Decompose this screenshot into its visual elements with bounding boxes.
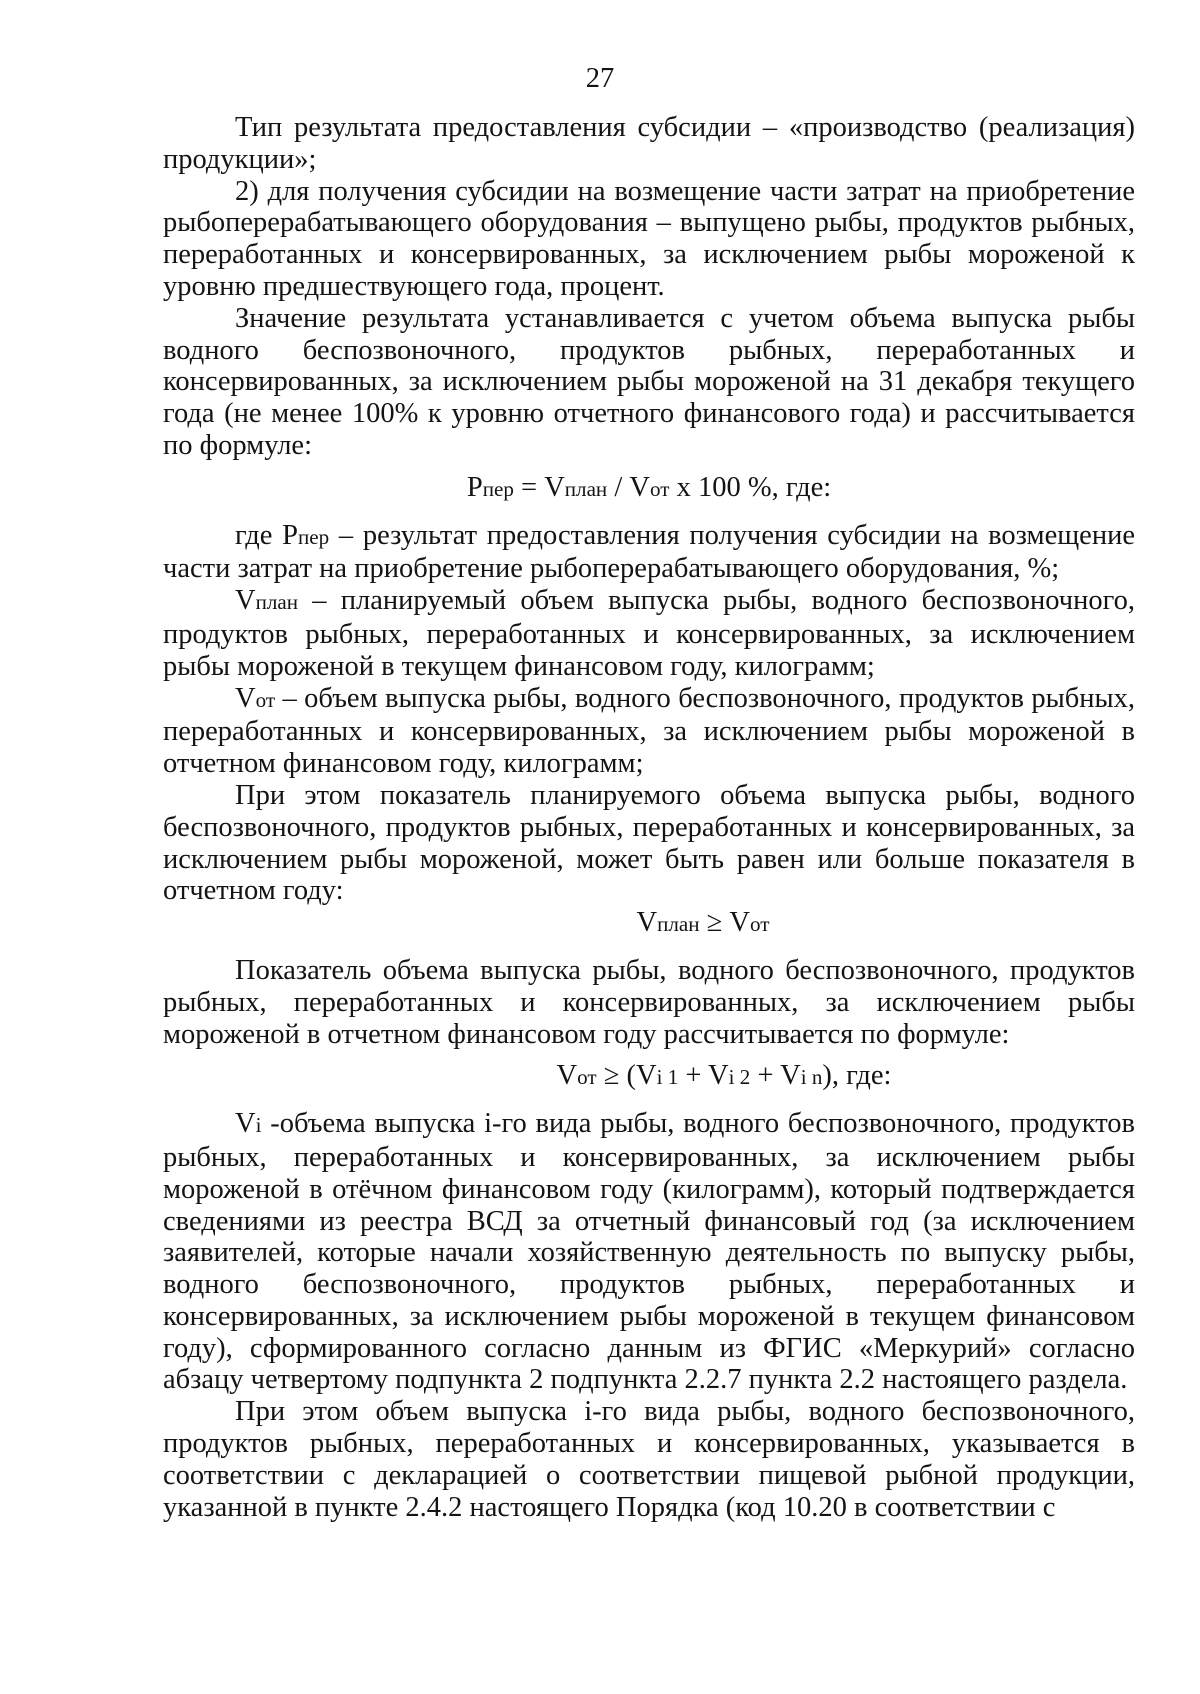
paragraph-volume-indicator: Показатель объема выпуска рыбы, водного беспозвоночного, продуктов рыбных, переработанных и консервированных, за исключением рыбы мороженой в отчетном финансовом году рассчитывается по формуле: — [163, 954, 1135, 1050]
formula-plan-ge-ot: Vплан ≥ Vот — [636, 907, 770, 939]
definition-v-ot: Vот – объем выпуска рыбы, водного беспозвоночного, продуктов рыбных, переработанных и консервированных, за исключением рыбы мороженой в отчетном финансовом году, килограмм; — [163, 682, 1135, 780]
paragraph-subsidy-equipment: 2) для получения субсидии на возмещение части затрат на приобретение рыбоперерабатывающего оборудования – выпущено рыбы, продуктов рыбных, переработанных и консервированных, за исключением рыбы мороженой к уровню предшествующего года, процент. — [163, 175, 1135, 302]
definition-v-i: Vi -объема выпуска i-го вида рыбы, водного беспозвоночного, продуктов рыбных, переработанных и консервированных, за исключением рыбы мороженой в отёчном финансовом году (килограмм), который подтверждается сведениями из реестра ВСД за отчетный финансовый год (за исключением заявителей, которые начали хозяйственную деятельность по выпуску рыбы, водного беспозвоночного, продуктов рыбных, переработанных и консервированных, за исключением рыбы мороженой в текущем финансовом году), сформированного согласно данным из ФГИС «Меркурий» согласно абзацу четвертому подпункта 2 подпункта 2.2.7 пункта 2.2 настоящего раздела. — [163, 1108, 1135, 1396]
page-number: 27 — [585, 63, 615, 94]
definition-p-per: где Pпер – результат предоставления получения субсидии на возмещение части затрат на приобретение рыбоперерабатывающего оборудования, %; — [163, 519, 1135, 585]
paragraph-plan-indicator: При этом показатель планируемого объема выпуска рыбы, водного беспозвоночного, продуктов рыбных, переработанных и консервированных, за исключением рыбы мороженой, может быть равен или больше показателя в отчетном году: — [163, 779, 1135, 907]
document-body — [163, 112, 1135, 1523]
paragraph-result-value: Значение результата устанавливается с учетом объема выпуска рыбы водного беспозвоночного, продуктов рыбных, переработанных и консервированных, за исключением рыбы мороженой на 31 декабря текущего года (не менее 100% к уровню отчетного финансового года) и рассчитывается по формуле: — [163, 302, 1135, 461]
formula-result: Pпер = Vплан / Vот x 100 %, где: — [466, 471, 832, 503]
formula-volume-sum: Vот ≥ (Vi 1 + Vi 2 + Vi n), где: — [556, 1060, 892, 1092]
paragraph-result-type: Тип результата предоставления субсидии – «производство (реализация) продукции»; — [163, 112, 1135, 175]
definition-v-plan: Vплан – планируемый объем выпуска рыбы, водного беспозвоночного, продуктов рыбных, переработанных и консервированных, за исключением рыбы мороженой в текущем финансовом году, килограмм; — [163, 585, 1135, 682]
paragraph-declaration: При этом объем выпуска i-го вида рыбы, водного беспозвоночного, продуктов рыбных, переработанных и консервированных, указывается в соответствии с декларацией о соответствии пищевой рыбной продукции, указанной в пункте 2.4.2 настоящего Порядка (код 10.20 в соответствии с — [163, 1396, 1135, 1523]
